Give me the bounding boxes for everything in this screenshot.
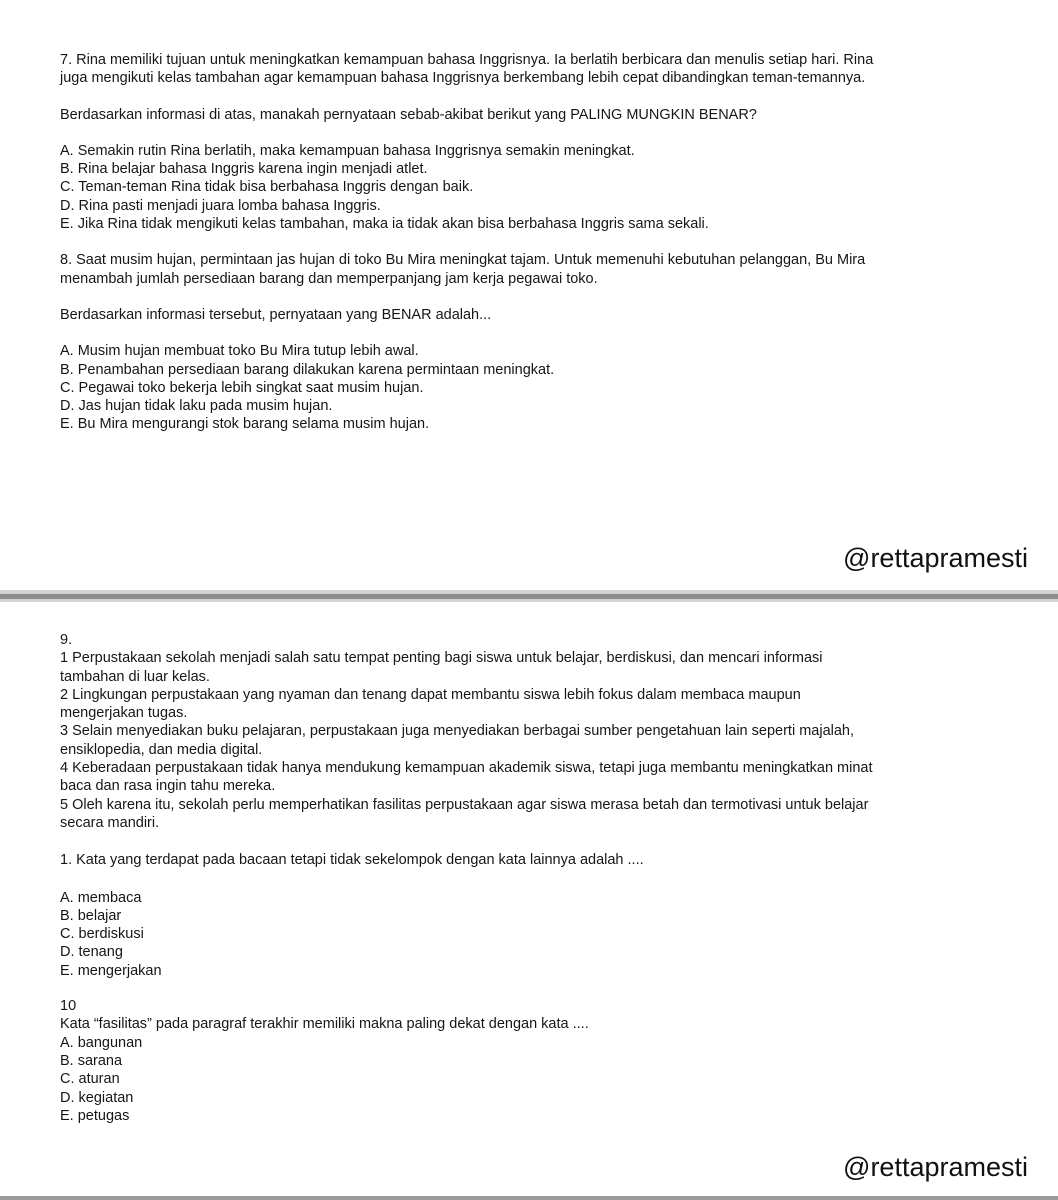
document-page-1 [0, 0, 1058, 590]
option-e: E. mengerjakan [60, 962, 162, 979]
question-8-options [60, 342, 960, 433]
passage-line: tambahan di luar kelas. [60, 668, 210, 685]
option-c: C. Pegawai toko bekerja lebih singkat saat musim hujan. [60, 379, 424, 396]
option-c: C. berdiskusi [60, 926, 144, 943]
text-line: 7. Rina memiliki tujuan untuk meningkatkan kemampuan bahasa Inggrisnya. Ia berlatih berbicara dan menulis setiap hari. Rina [60, 52, 874, 68]
text-line: Kata “fasilitas” pada paragraf terakhir memiliki makna paling dekat dengan kata .... [60, 1016, 589, 1033]
option-c: C. aturan [60, 1071, 120, 1088]
option-d: D. kegiatan [60, 1089, 134, 1106]
option-b: B. Penambahan persediaan barang dilakukan karena permintaan meningkat. [60, 361, 555, 378]
question-8-prompt [60, 306, 960, 324]
question-number: 10 [60, 998, 77, 1015]
text-line: juga mengikuti kelas tambahan agar kemampuan bahasa Inggrisnya berkembang lebih cepat dibandingkan teman-temannya. [60, 70, 866, 87]
passage-line: 4 Keberadaan perpustakaan tidak hanya mendukung kemampuan akademik siswa, tetapi juga membantu meningkatkan minat [60, 760, 873, 777]
question-9-prompt [60, 851, 960, 869]
option-b: B. Rina belajar bahasa Inggris karena ingin menjadi atlet. [60, 161, 428, 178]
passage-line: 3 Selain menyediakan buku pelajaran, perpustakaan juga menyediakan berbagai sumber pengetahuan lain seperti majalah, [60, 723, 855, 740]
question-7-options [60, 142, 960, 233]
option-b: B. belajar [60, 907, 122, 924]
text-line: 8. Saat musim hujan, permintaan jas hujan di toko Bu Mira meningkat tajam. Untuk memenuhi kebutuhan pelanggan, Bu Mira [60, 252, 866, 269]
question-7-stem [60, 51, 960, 88]
page-2-content [60, 631, 960, 1125]
text-line: Berdasarkan informasi di atas, manakah pernyataan sebab-akibat berikut yang PALING MUNGKIN BENAR? [60, 106, 757, 123]
option-d: D. Rina pasti menjadi juara lomba bahasa Inggris. [60, 197, 381, 214]
watermark-handle: @rettapramesti [843, 1152, 1028, 1182]
option-d: D. tenang [60, 944, 123, 961]
page-1-content [60, 51, 960, 434]
page-bottom-edge [0, 1196, 1058, 1200]
option-d: D. Jas hujan tidak laku pada musim hujan. [60, 398, 333, 415]
question-10 [60, 997, 960, 1125]
passage-line: ensiklopedia, dan media digital. [60, 741, 263, 758]
question-9-options [60, 889, 960, 980]
passage-line: 2 Lingkungan perpustakaan yang nyaman dan tenang dapat membantu siswa lebih fokus dalam membaca maupun [60, 686, 801, 703]
passage-line: 5 Oleh karena itu, sekolah perlu memperhatikan fasilitas perpustakaan agar siswa merasa betah dan termotivasi untuk belajar [60, 796, 869, 813]
question-9-passage [60, 631, 960, 832]
option-a: A. Musim hujan membuat toko Bu Mira tutup lebih awal. [60, 343, 419, 360]
passage-line: mengerjakan tugas. [60, 705, 188, 722]
option-e: E. Bu Mira mengurangi stok barang selama musim hujan. [60, 416, 430, 433]
question-number: 9. [60, 632, 73, 648]
watermark-handle: @rettapramesti [843, 543, 1028, 573]
page-separator-line [0, 594, 1058, 599]
text-line: 1. Kata yang terdapat pada bacaan tetapi tidak sekelompok dengan kata lainnya adalah .... [60, 852, 644, 869]
option-c: C. Teman-teman Rina tidak bisa berbahasa Inggris dengan baik. [60, 179, 474, 196]
document-page-2 [0, 602, 1058, 1200]
passage-line: 1 Perpustakaan sekolah menjadi salah satu tempat penting bagi siswa untuk belajar, berdiskusi, dan mencari informasi [60, 650, 823, 667]
option-a: A. Semakin rutin Rina berlatih, maka kemampuan bahasa Inggrisnya semakin meningkat. [60, 142, 635, 159]
text-line: Berdasarkan informasi tersebut, pernyataan yang BENAR adalah... [60, 306, 492, 323]
question-7-prompt [60, 106, 960, 124]
passage-line: baca dan rasa ingin tahu mereka. [60, 778, 276, 795]
option-a: A. bangunan [60, 1034, 143, 1051]
option-a: A. membaca [60, 889, 142, 906]
text-line: menambah jumlah persediaan barang dan memperpanjang jam kerja pegawai toko. [60, 270, 598, 287]
question-8-stem [60, 251, 960, 288]
option-e: E. petugas [60, 1107, 130, 1124]
option-b: B. sarana [60, 1052, 123, 1069]
passage-line: secara mandiri. [60, 814, 160, 831]
option-e: E. Jika Rina tidak mengikuti kelas tambahan, maka ia tidak akan bisa berbahasa Inggris sama sekali. [60, 216, 709, 233]
